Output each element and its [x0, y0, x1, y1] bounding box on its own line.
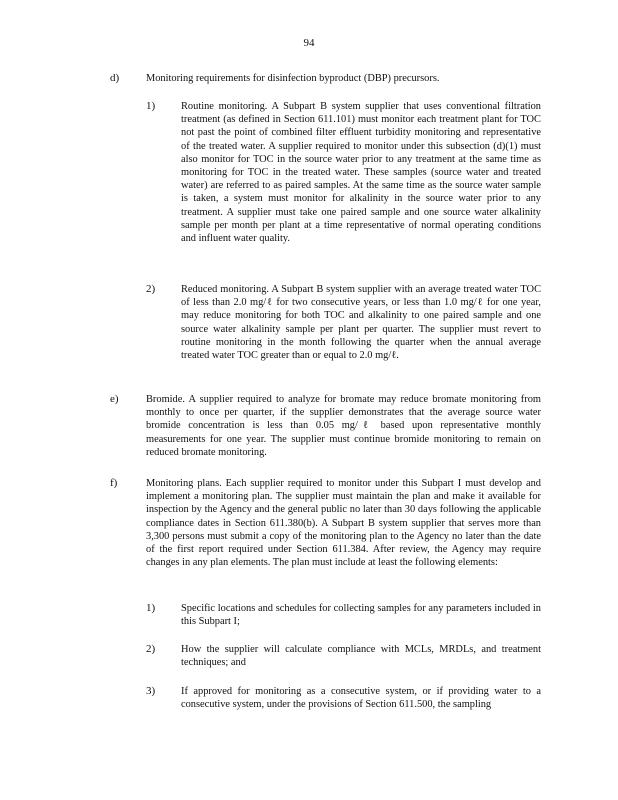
section-f-item-1-text: Specific locations and schedules for collecting samples for any parameters included in this Subpart I; [181, 603, 541, 628]
section-d-item-2-label: 2) [146, 283, 156, 295]
section-f-item-1-label: 1) [146, 602, 156, 614]
section-f-label: f) [110, 477, 118, 489]
page-number: 94 [303, 37, 315, 49]
section-d-heading: Monitoring requirements for disinfection byproduct (DBP) precursors. [146, 73, 440, 84]
section-f-item-2-label: 2) [146, 643, 156, 655]
section-e-text: Bromide. A supplier required to analyze for bromate may reduce bromate monitoring from monthly to once per quarter, if the supplier demonstrates that the average source water bromide concentration is less than 0.05 mg/ℓ based upon representative monthly measurements for one year. The supplier must continue bromide monitoring to remain on reduced bromate monitoring. [146, 394, 541, 458]
section-d-label: d) [110, 72, 120, 84]
section-d-item-1-label: 1) [146, 100, 156, 112]
section-f-item-3-text: If approved for monitoring as a consecutive system, or if providing water to a consecutive system, under the provisions of Section 611.500, the sampling [181, 686, 541, 711]
section-d-item-2-text: Reduced monitoring. A Subpart B system supplier with an average treated water TOC of less than 2.0 mg/ℓ for two consecutive years, or less than 1.0 mg/ℓ for one year, may reduce monitoring for both TOC and alkalinity to one paired sample and one source water alkalinity sample per plant per quarter. The supplier must revert to routine monitoring in the month following the quarter when the annual average treated water TOC greater than or equal to 2.0 mg/ℓ. [181, 284, 541, 362]
section-f-text: Monitoring plans. Each supplier required to monitor under this Subpart I must develop and implement a monitoring plan. The supplier must maintain the plan and make it available for inspection by the Agency and the general public no later than 30 days following the applicable compliance dates in Section 611.380(b). A Subpart B system supplier that serves more than 3,300 persons must submit a copy of the monitoring plan to the Agency no later than the date of the first report required under Section 611.384. After review, the Agency may require changes in any plan elements. The plan must include at least the following elements: [146, 478, 541, 569]
section-d-item-1-text: Routine monitoring. A Subpart B system supplier that uses conventional filtration treatment (as defined in Section 611.101) must monitor each treatment plant for TOC not past the point of combined filter effluent turbidity monitoring and representative of the treated water. A supplier required to monitor under this subsection (d)(1) must also monitor for TOC in the source water prior to any treatment at the same time as monitoring for TOC in the treated water. These samples (source water and treated water) are referred to as paired samples. At the same time as the source water sample is taken, a system must monitor for alkalinity in the source water prior to any treatment. A supplier must take one paired sample and one source water alkalinity sample per month per plant at a time representative of normal operating conditions and influent water quality. [181, 101, 541, 245]
section-e-label: e) [110, 393, 119, 405]
section-f-item-2-text: How the supplier will calculate compliance with MCLs, MRDLs, and treatment techniques; and [181, 644, 541, 669]
section-f-item-3-label: 3) [146, 685, 156, 697]
